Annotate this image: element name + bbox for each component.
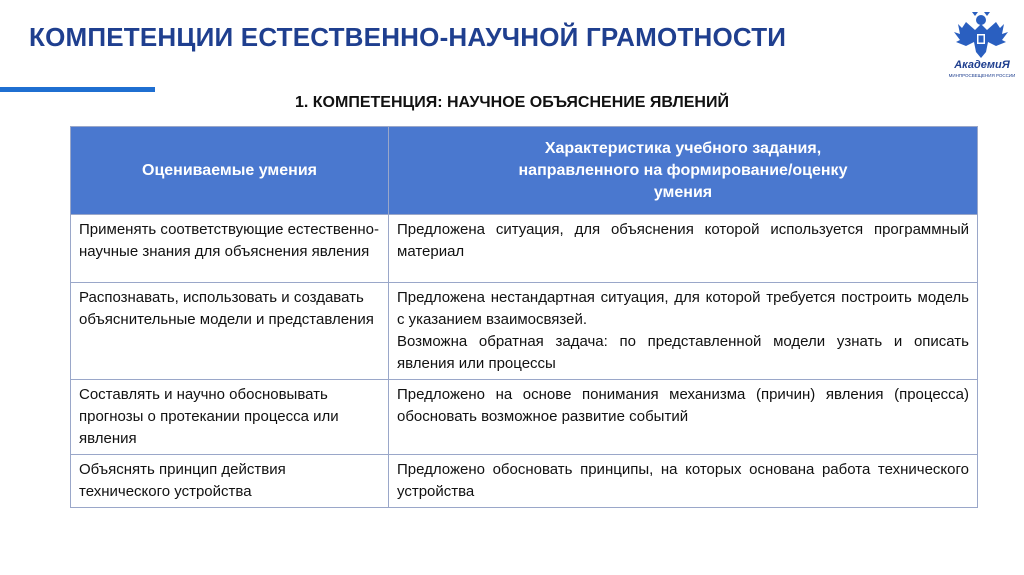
header-line: умения — [653, 183, 713, 201]
logo-subtext: МИНПРОСВЕЩЕНИЯ РОССИИ — [948, 73, 1016, 78]
table-row — [71, 455, 978, 508]
table-row — [71, 380, 978, 455]
logo-text: АкадемиЯ — [954, 59, 1010, 71]
table-row — [71, 215, 978, 283]
competency-table — [70, 126, 978, 508]
task-cell — [389, 455, 978, 508]
column-header-skills: Оцениваемые умения — [71, 127, 389, 215]
skill-cell: Распознавать, использовать и создавать объяснительные модели и представления — [71, 283, 389, 380]
task-text: Возможна обратная задача: по представленной модели узнать и описать явления или процессы — [397, 333, 969, 372]
skill-cell: Объяснять принцип действия технического устройства — [71, 455, 389, 508]
table-row — [71, 283, 978, 380]
header-line: направленного на формирование/оценку — [518, 161, 848, 179]
task-text: Предложена нестандартная ситуация, для которой требуется построить модель с указанием взаимосвязей. — [397, 289, 969, 328]
task-cell — [389, 380, 978, 455]
task-text: Предложено на основе понимания механизма (причин) явления (процесса) обосновать возможное развитие событий — [397, 386, 969, 425]
skill-cell: Применять соответствующие естественно-научные знания для объяснения явления — [71, 215, 389, 283]
section-subtitle: 1. КОМПЕТЕНЦИЯ: НАУЧНОЕ ОБЪЯСНЕНИЕ ЯВЛЕНИЙ — [295, 94, 729, 111]
title-accent-bar — [0, 87, 155, 92]
page-title: КОМПЕТЕНЦИИ ЕСТЕСТВЕННО-НАУЧНОЙ ГРАМОТНОСТИ — [29, 22, 787, 52]
skill-cell: Составлять и научно обосновывать прогнозы о протекании процесса или явления — [71, 380, 389, 455]
column-header-task-characteristic — [389, 127, 978, 215]
task-cell — [389, 215, 978, 283]
header-line: Характеристика учебного задания, — [544, 139, 822, 157]
table-header-row — [71, 127, 978, 215]
task-text: Предложено обосновать принципы, на которых основана работа технического устройства — [397, 461, 969, 500]
task-cell — [389, 283, 978, 380]
task-text: Предложена ситуация, для объяснения которой используется программный материал — [397, 221, 969, 260]
